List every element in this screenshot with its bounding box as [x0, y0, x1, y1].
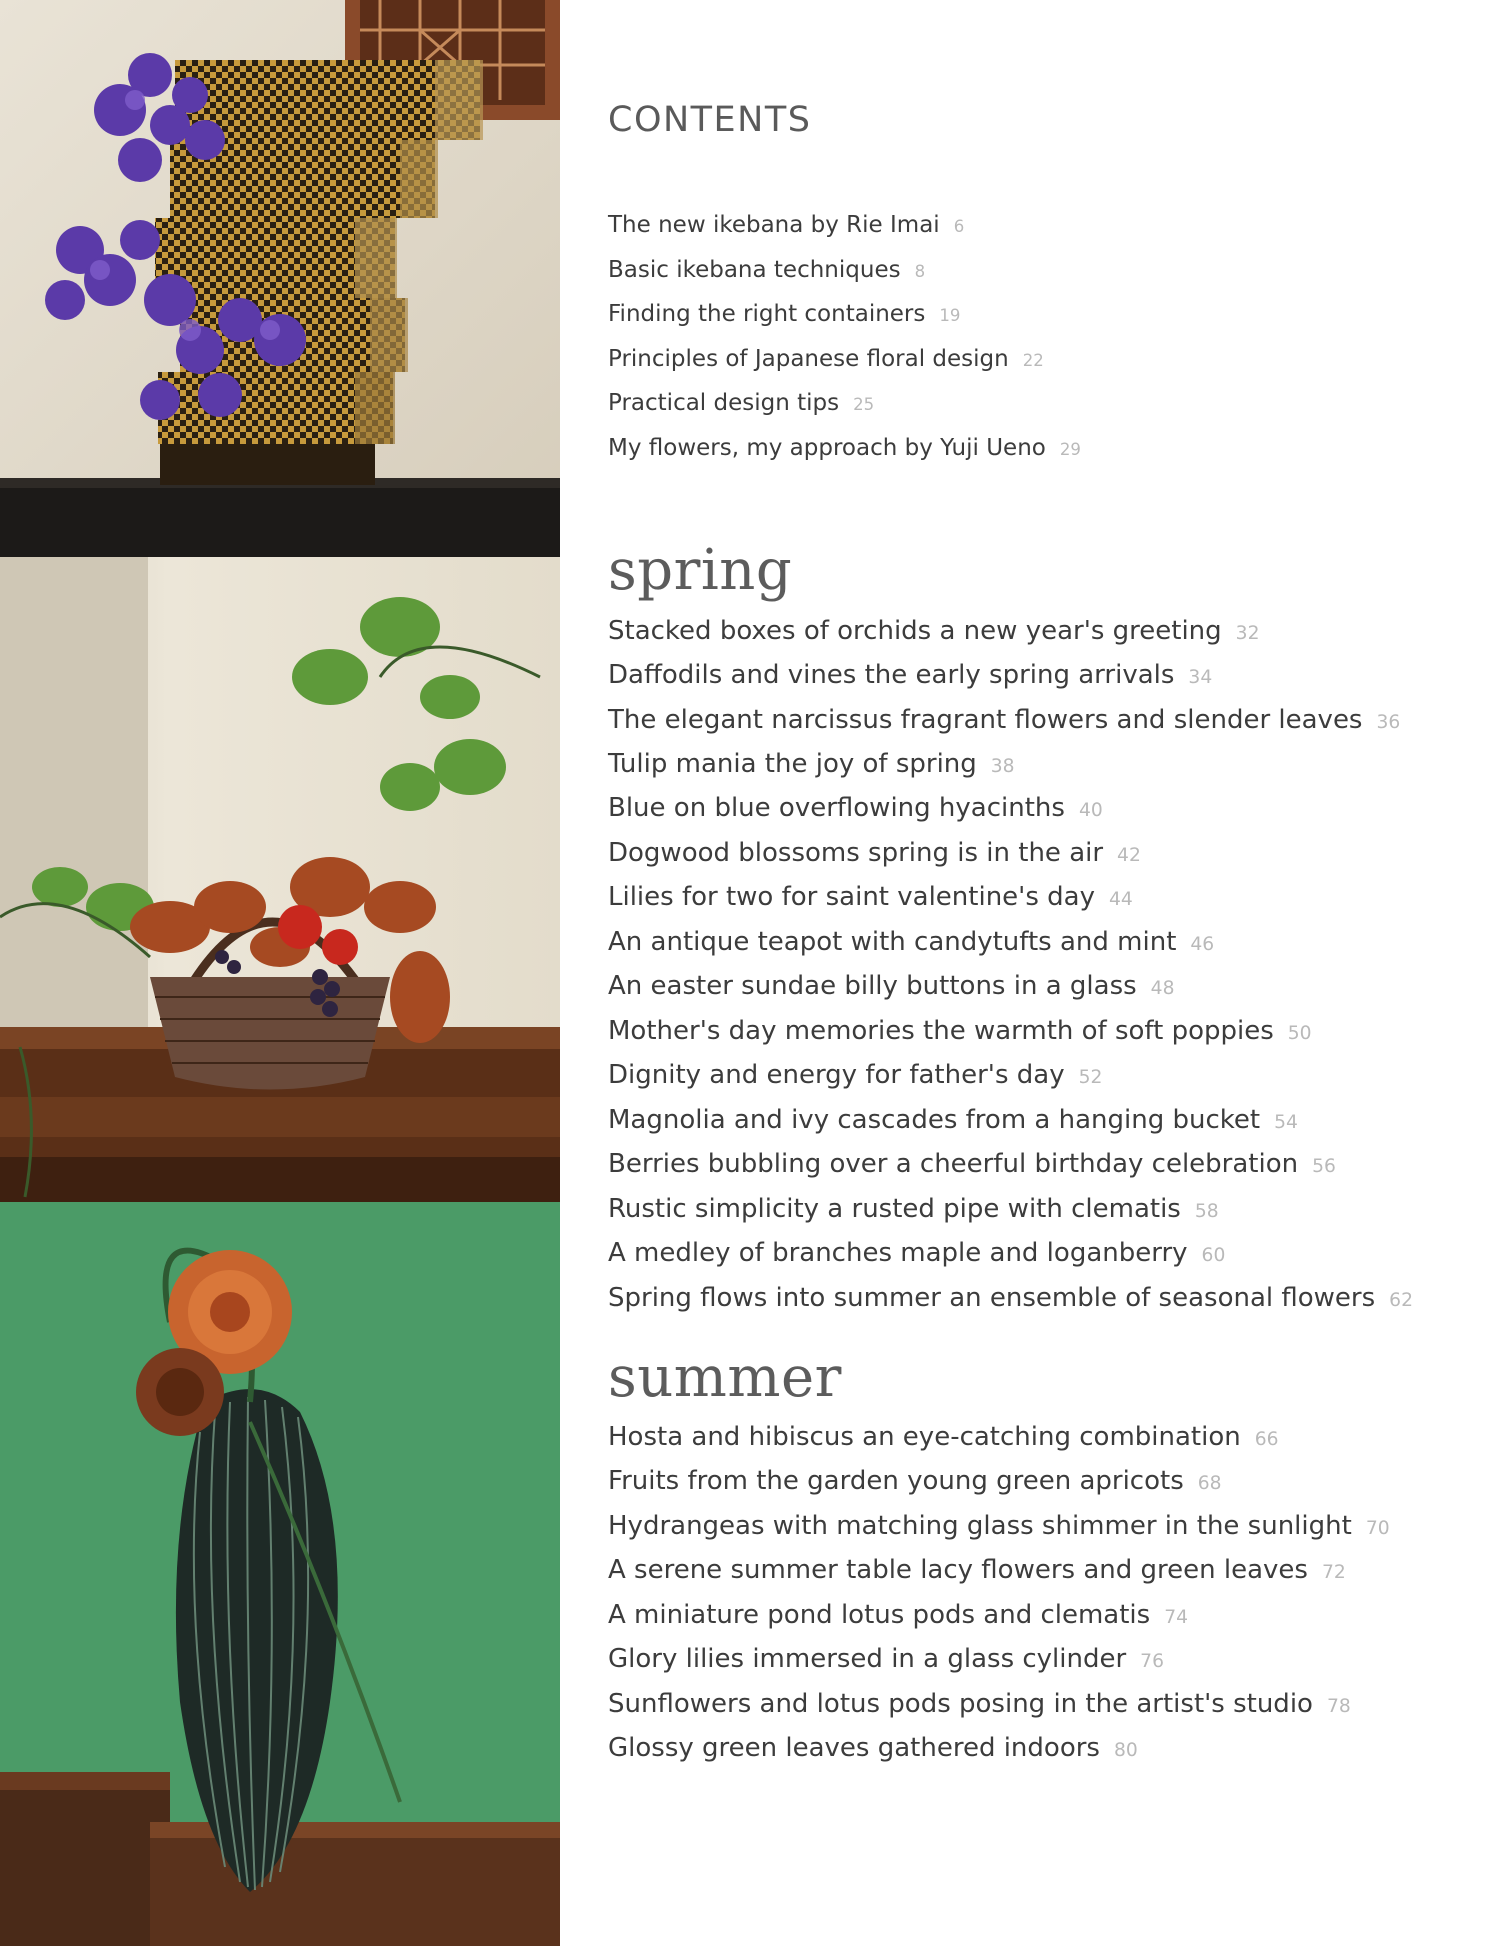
- orchid-stacked-boxes-photo: [0, 0, 560, 557]
- entry-title: Principles of Japanese floral design: [608, 346, 1009, 372]
- page-number: 34: [1188, 667, 1213, 688]
- toc-entry[interactable]: [608, 1644, 1164, 1674]
- page-number: 72: [1321, 1562, 1346, 1583]
- page-number: 29: [1059, 440, 1081, 459]
- page-number: 19: [939, 306, 961, 325]
- entry-title: Tulip mania the joy of spring: [608, 749, 977, 779]
- page-number: 25: [853, 395, 875, 414]
- toc-entry[interactable]: [608, 1466, 1222, 1496]
- entry-title: Hydrangeas with matching glass shimmer in the sunlight: [608, 1511, 1352, 1541]
- toc-entry[interactable]: [608, 927, 1214, 957]
- page-number: 42: [1117, 845, 1141, 866]
- toc-entry[interactable]: [608, 390, 874, 416]
- entry-title: Mother's day memories the warmth of soft poppies: [608, 1016, 1274, 1046]
- page-number: 62: [1389, 1290, 1413, 1311]
- entry-title: Lilies for two for saint valentine's day: [608, 882, 1095, 912]
- toc-entry[interactable]: [608, 1422, 1279, 1452]
- page-number: 80: [1113, 1740, 1138, 1761]
- toc-entry[interactable]: [608, 212, 964, 238]
- page-number: 66: [1254, 1429, 1279, 1450]
- entry-title: A serene summer table lacy flowers and green leaves: [608, 1555, 1308, 1585]
- toc-entry[interactable]: [608, 1555, 1346, 1585]
- entry-title: Basic ikebana techniques: [608, 257, 901, 283]
- page-number: 74: [1164, 1607, 1189, 1628]
- toc-entry[interactable]: [608, 346, 1044, 372]
- page-number: 50: [1287, 1023, 1312, 1044]
- entry-title: Dignity and energy for father's day: [608, 1060, 1065, 1090]
- page-number: 32: [1235, 623, 1260, 644]
- toc-entry[interactable]: [608, 1600, 1188, 1630]
- entry-title: My flowers, my approach by Yuji Ueno: [608, 435, 1046, 461]
- chrysanthemum-vase-photo: [0, 1202, 560, 1946]
- entry-title: A miniature pond lotus pods and clematis: [608, 1600, 1151, 1630]
- entry-title: Glossy green leaves gathered indoors: [608, 1733, 1100, 1763]
- page-number: 54: [1274, 1112, 1298, 1133]
- page-number: 58: [1194, 1201, 1219, 1222]
- section-heading-summer: summer: [608, 1345, 842, 1410]
- toc-entry[interactable]: [608, 660, 1212, 690]
- toc-entry[interactable]: [608, 1689, 1351, 1719]
- toc-entry[interactable]: [608, 1511, 1390, 1541]
- entry-title: The elegant narcissus fragrant flowers and slender leaves: [608, 705, 1363, 735]
- entry-title: Berries bubbling over a cheerful birthday celebration: [608, 1149, 1299, 1179]
- toc-entry[interactable]: [608, 882, 1133, 912]
- entry-title: Stacked boxes of orchids a new year's greeting: [608, 616, 1222, 646]
- page-number: 36: [1376, 712, 1401, 733]
- page-number: 70: [1365, 1518, 1390, 1539]
- page-number: 46: [1190, 934, 1215, 955]
- toc-entry[interactable]: [608, 435, 1081, 461]
- page-number: 22: [1022, 351, 1044, 370]
- toc-entry[interactable]: [608, 1060, 1102, 1090]
- entry-title: Spring flows into summer an ensemble of seasonal flowers: [608, 1283, 1376, 1313]
- page-number: 48: [1150, 978, 1175, 999]
- entry-title: Hosta and hibiscus an eye-catching combination: [608, 1422, 1241, 1452]
- page-number: 40: [1078, 800, 1103, 821]
- entry-title: Glory lilies immersed in a glass cylinder: [608, 1644, 1127, 1674]
- page-number: 68: [1197, 1473, 1222, 1494]
- page-number: 6: [953, 217, 965, 236]
- entry-title: Practical design tips: [608, 390, 840, 416]
- entry-title: A medley of branches maple and loganberry: [608, 1238, 1188, 1268]
- page-number: 56: [1312, 1156, 1336, 1177]
- toc-entry[interactable]: [608, 971, 1174, 1001]
- page-number: 38: [990, 756, 1015, 777]
- entry-title: Sunflowers and lotus pods posing in the artist's studio: [608, 1689, 1313, 1719]
- toc-entry[interactable]: [608, 838, 1141, 868]
- toc-entry[interactable]: [608, 1238, 1225, 1268]
- toc-entry[interactable]: [608, 793, 1103, 823]
- basket-arrangement-photo: [0, 557, 560, 1202]
- contents-title: CONTENTS: [608, 100, 812, 140]
- toc-entry[interactable]: [608, 1016, 1312, 1046]
- entry-title: An antique teapot with candytufts and mint: [608, 927, 1177, 957]
- page-number: 78: [1326, 1696, 1351, 1717]
- entry-title: An easter sundae billy buttons in a glass: [608, 971, 1137, 1001]
- toc-entry[interactable]: [608, 1194, 1219, 1224]
- entry-title: Finding the right containers: [608, 301, 926, 327]
- entry-title: Daffodils and vines the early spring arrivals: [608, 660, 1175, 690]
- page-number: 76: [1140, 1651, 1164, 1672]
- toc-entry[interactable]: [608, 616, 1259, 646]
- toc-entry[interactable]: [608, 1283, 1413, 1313]
- toc-entry[interactable]: [608, 1733, 1138, 1763]
- entry-title: Fruits from the garden young green apricots: [608, 1466, 1184, 1496]
- toc-entry[interactable]: [608, 1149, 1336, 1179]
- entry-title: Rustic simplicity a rusted pipe with clematis: [608, 1194, 1181, 1224]
- toc-entry[interactable]: [608, 301, 960, 327]
- toc-entry[interactable]: [608, 1105, 1298, 1135]
- page-number: 44: [1108, 889, 1133, 910]
- photo-column: [0, 0, 560, 1946]
- section-heading-spring: spring: [608, 538, 793, 603]
- toc-entry[interactable]: [608, 749, 1015, 779]
- toc-entry[interactable]: [608, 705, 1400, 735]
- entry-title: Dogwood blossoms spring is in the air: [608, 838, 1104, 868]
- page-number: 60: [1201, 1245, 1226, 1266]
- toc-entry[interactable]: [608, 257, 925, 283]
- entry-title: Blue on blue overflowing hyacinths: [608, 793, 1065, 823]
- page-number: 8: [914, 262, 926, 281]
- entry-title: The new ikebana by Rie Imai: [608, 212, 940, 238]
- entry-title: Magnolia and ivy cascades from a hanging bucket: [608, 1105, 1261, 1135]
- page-number: 52: [1078, 1067, 1103, 1088]
